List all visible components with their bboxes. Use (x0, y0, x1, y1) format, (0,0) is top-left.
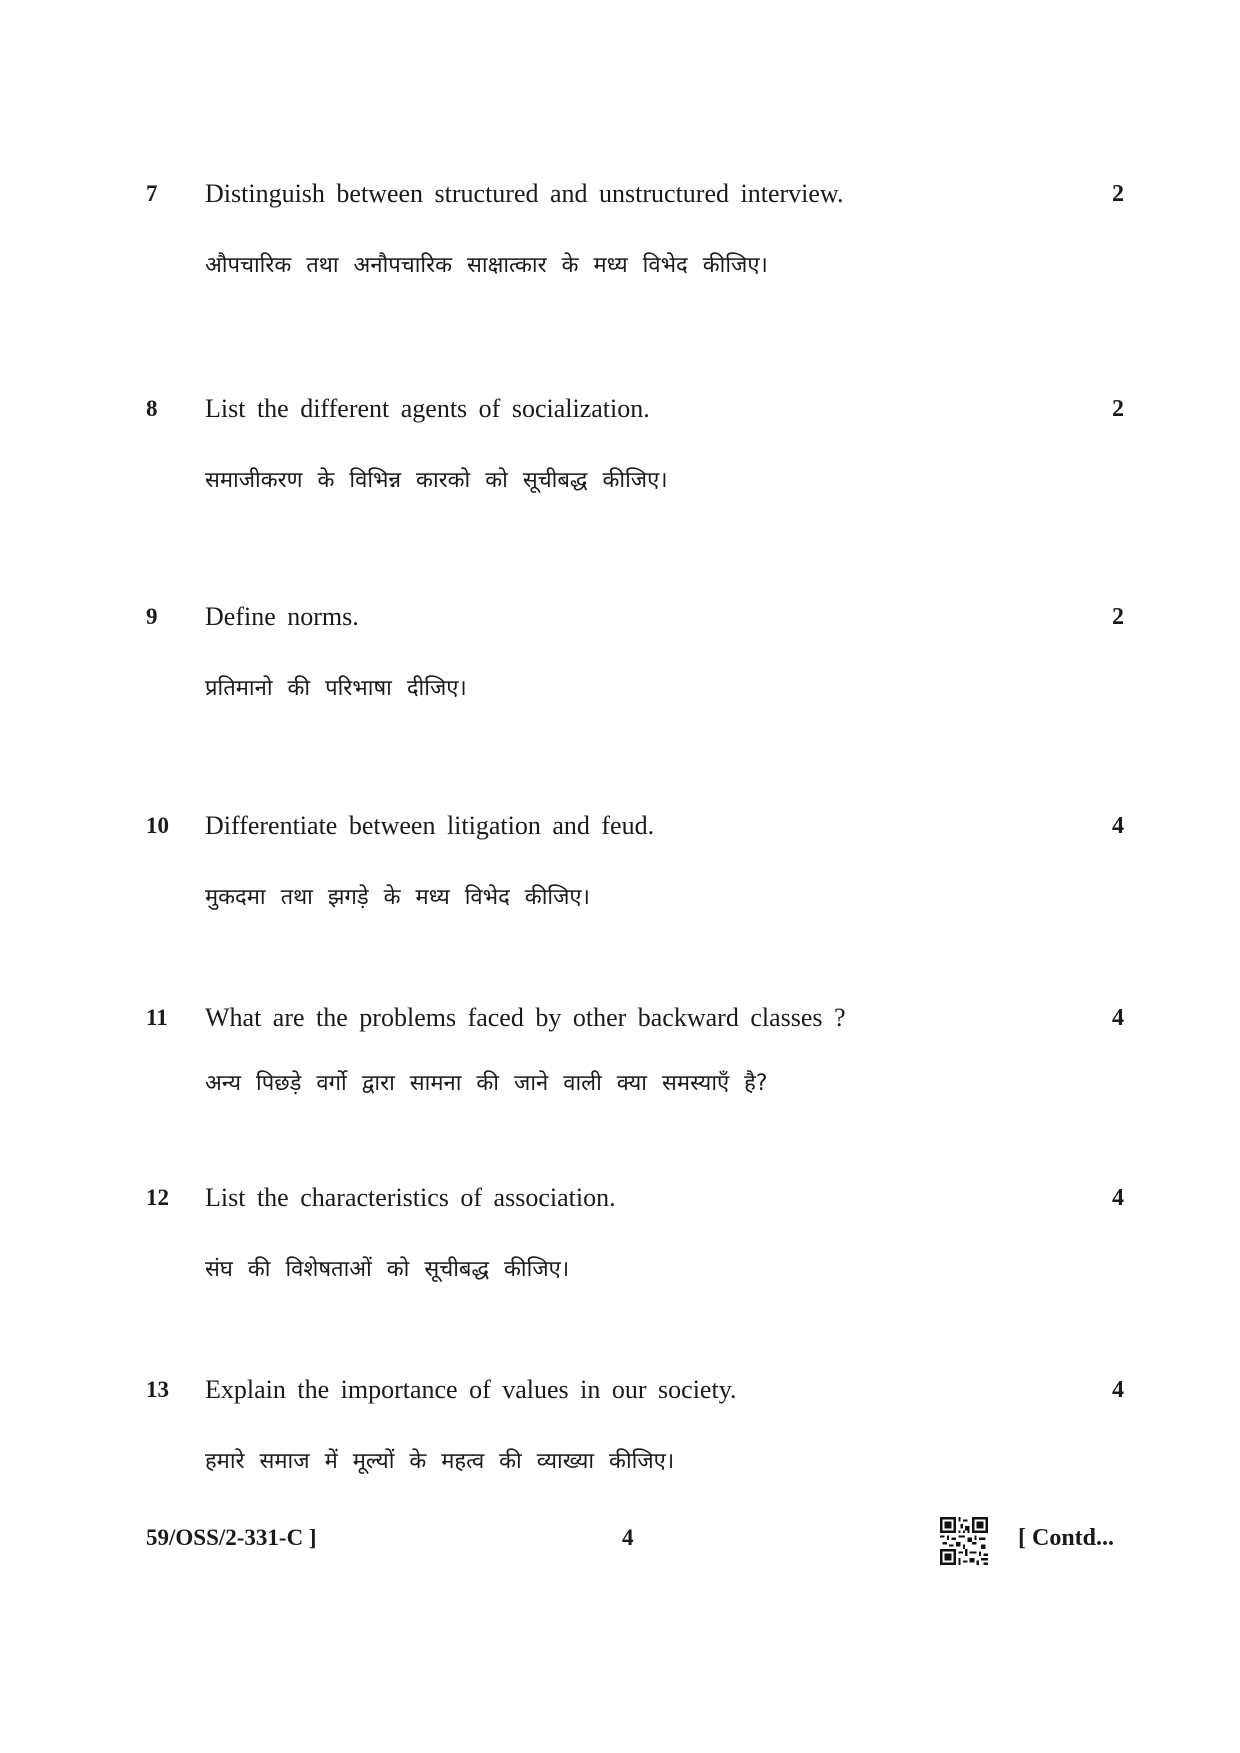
question-text-hindi: समाजीकरण के विभिन्न कारको को सूचीबद्ध कीजिए। (205, 468, 668, 493)
question-marks: 4 (1112, 1005, 1124, 1031)
question-text-hindi: मुकदमा तथा झगड़े के मध्य विभेद कीजिए। (205, 885, 590, 910)
question-text-english: Differentiate between litigation and feud. (205, 811, 655, 840)
question-marks: 2 (1112, 396, 1124, 422)
question-text-hindi: अन्य पिछड़े वर्गो द्वारा सामना की जाने वाली क्या समस्याएँ है? (205, 1071, 768, 1096)
question-marks: 4 (1112, 1185, 1124, 1211)
paper-code: 59/OSS/2-331-C ] (146, 1525, 317, 1550)
continued-label: [ Contd... (1018, 1525, 1115, 1551)
question-number: 9 (146, 604, 158, 629)
question-text-hindi: संघ की विशेषताओं को सूचीबद्ध कीजिए। (205, 1257, 570, 1282)
page-number: 4 (622, 1525, 634, 1550)
question-number: 13 (146, 1377, 169, 1402)
question-marks: 2 (1112, 181, 1124, 207)
question-marks: 4 (1112, 1377, 1124, 1403)
question-number: 8 (146, 396, 158, 421)
question-text-english: List the characteristics of association. (205, 1183, 616, 1212)
question-number: 10 (146, 813, 169, 838)
question-number: 12 (146, 1185, 169, 1210)
question-text-english: Define norms. (205, 602, 359, 631)
question-text-english: Distinguish between structured and unstructured interview. (205, 179, 844, 208)
question-text-hindi: औपचारिक तथा अनौपचारिक साक्षात्कार के मध्य विभेद कीजिए। (205, 253, 768, 278)
page-footer (0, 1523, 1240, 1563)
qr-code-icon (940, 1517, 988, 1565)
question-text-english: Explain the importance of values in our society. (205, 1375, 737, 1404)
question-text-english: What are the problems faced by other backward classes ? (205, 1003, 846, 1032)
question-text-hindi: प्रतिमानो की परिभाषा दीजिए। (205, 676, 467, 701)
question-text-hindi: हमारे समाज में मूल्यों के महत्व की व्याख्या कीजिए। (205, 1449, 675, 1474)
question-marks: 2 (1112, 604, 1124, 630)
question-text-english: List the different agents of socialization. (205, 394, 650, 423)
question-marks: 4 (1112, 813, 1124, 839)
question-number: 7 (146, 181, 158, 206)
question-number: 11 (146, 1005, 168, 1030)
